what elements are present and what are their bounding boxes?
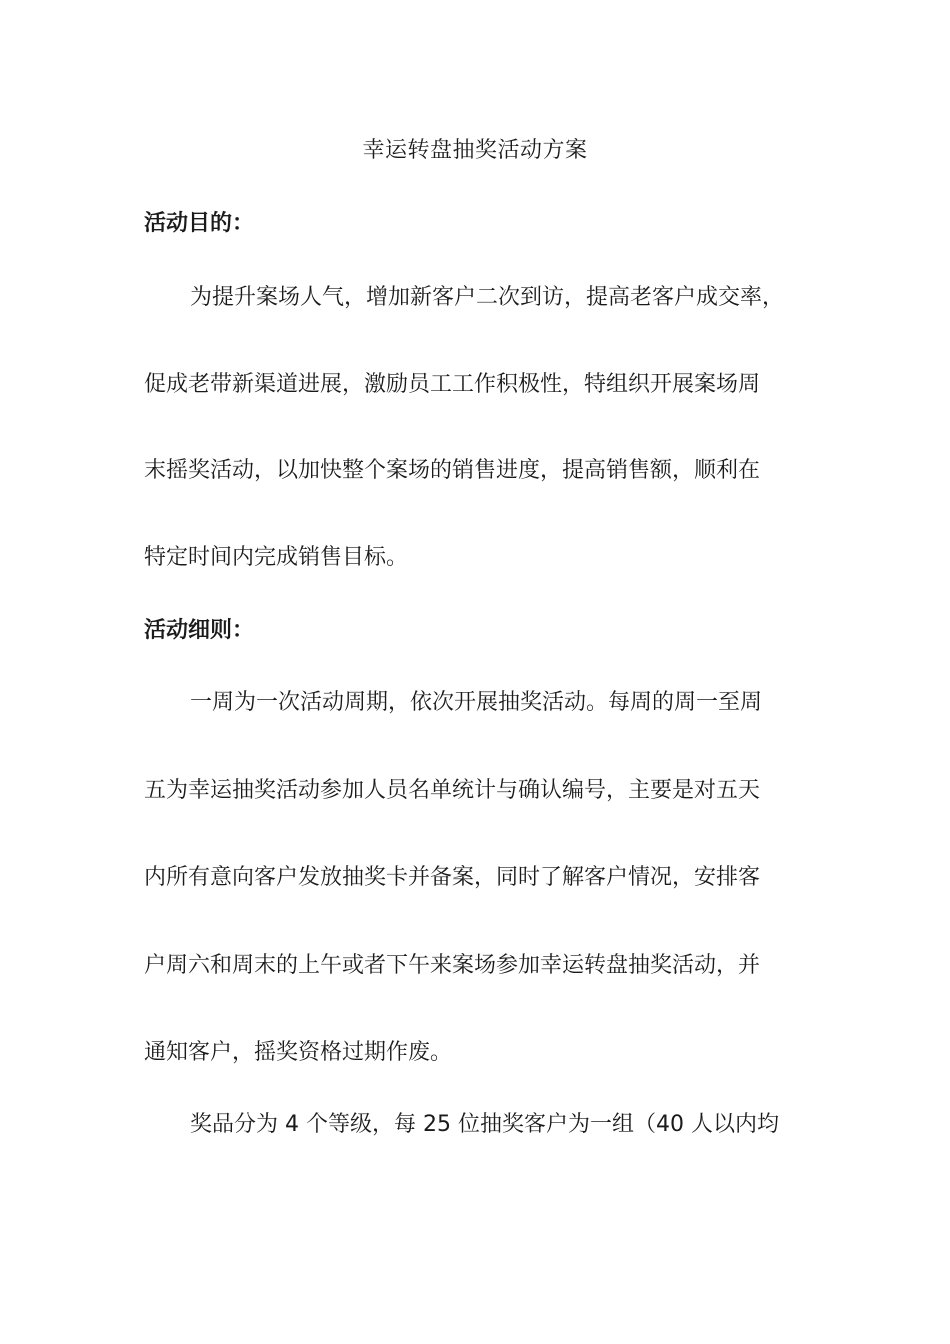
document-title: 幸运转盘抽奖活动方案 [362,138,588,163]
paragraph-line: 一周为一次活动周期，依次开展抽奖活动。每周的周一至周 [190,690,763,715]
section-heading-purpose: 活动目的： [144,211,255,236]
paragraph-line: 为提升案场人气，增加新客户二次到访，提高老客户成交率， [190,285,785,310]
paragraph-line: 户周六和周末的上午或者下午来案场参加幸运转盘抽奖活动，并 [144,953,761,978]
paragraph-line: 促成老带新渠道进展，激励员工工作积极性，特组织开展案场周 [144,372,761,397]
paragraph-line: 通知客户，摇奖资格过期作废。 [144,1040,453,1065]
paragraph-line: 特定时间内完成销售目标。 [144,545,409,570]
paragraph-line: 五为幸运抽奖活动参加人员名单统计与确认编号，主要是对五天 [144,778,761,803]
paragraph-line: 奖品分为 4 个等级，每 25 位抽奖客户为一组（40 人以内均 [190,1112,779,1137]
paragraph-line: 内所有意向客户发放抽奖卡并备案，同时了解客户情况，安排客 [144,865,761,890]
section-heading-rules: 活动细则： [144,618,255,643]
paragraph-line: 末摇奖活动，以加快整个案场的销售进度，提高销售额，顺利在 [144,458,761,483]
